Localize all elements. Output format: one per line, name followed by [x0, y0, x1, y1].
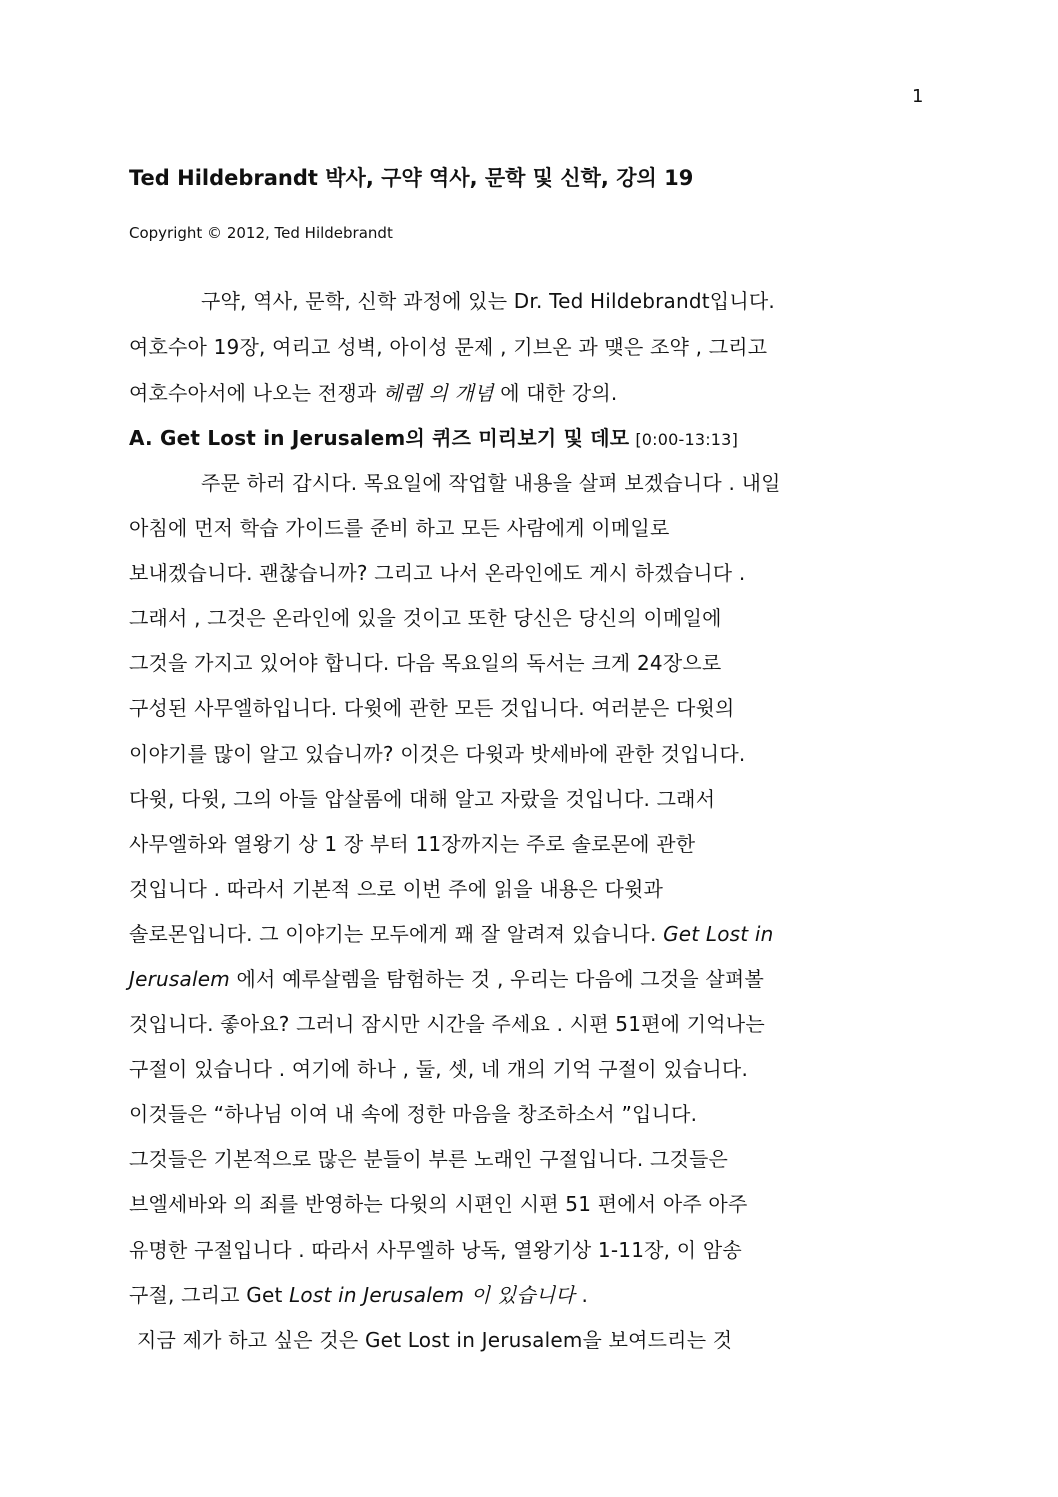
body-line-20: 지금 제가 하고 싶은 것은 Get Lost in Jerusalem을 보여드리는 것: [137, 1328, 733, 1352]
body-line-11: [129, 920, 774, 948]
body-line-11-text: 솔로몬입니다. 그 이야기는 모두에게 꽤 잘 알려져 있습니다.: [129, 922, 664, 946]
intro-line-3-emphasis: 헤렘 의 개념: [382, 381, 494, 405]
intro-line-3: [129, 379, 617, 407]
intro-line-2: 여호수아 19장, 여리고 성벽, 아이성 문제 , 기브온 과 맺은 조약 , 그리고: [129, 335, 768, 359]
body-line-15: 이것들은 “하나님 이여 내 속에 정한 마음을 창조하소서 ”입니다.: [129, 1102, 698, 1126]
body-line-19-emphasis: Lost in Jerusalem 이 있습니다: [289, 1283, 575, 1307]
intro-line-1: 구약, 역사, 문학, 신학 과정에 있는 Dr. Ted Hildebrandt입니다.: [201, 289, 775, 313]
body-line-4: 그래서 , 그것은 온라인에 있을 것이고 또한 당신은 당신의 이메일에: [129, 606, 722, 630]
body-line-19-tail: .: [574, 1283, 589, 1307]
body-line-6: 구성된 사무엘하입니다. 다윗에 관한 모든 것입니다. 여러분은 다윗의: [129, 696, 735, 720]
body-line-9: 사무엘하와 열왕기 상 1 장 부터 11장까지는 주로 솔로몬에 관한: [129, 832, 696, 856]
body-line-14: 구절이 있습니다 . 여기에 하나 , 둘, 셋, 네 개의 기억 구절이 있습니다.: [129, 1057, 748, 1081]
body-line-17: 브엘세바와 의 죄를 반영하는 다윗의 시편인 시편 51 편에서 아주 아주: [129, 1192, 748, 1216]
body-line-18: 유명한 구절입니다 . 따라서 사무엘하 낭독, 열왕기상 1-11장, 이 암송: [129, 1238, 742, 1262]
intro-line-3-text: 여호수아서에 나오는 전쟁과: [129, 381, 383, 405]
body-line-8: 다윗, 다윗, 그의 아들 압살롬에 대해 알고 자랐을 것입니다. 그래서: [129, 787, 716, 811]
body-line-12: [129, 965, 764, 993]
section-heading-text: A. Get Lost in Jerusalem의 퀴즈 미리보기 및 데모: [129, 426, 630, 450]
body-line-11-emphasis: Get Lost in: [663, 922, 774, 946]
body-line-19: [129, 1281, 588, 1309]
body-line-19-text: 구절, 그리고 Get: [129, 1283, 290, 1307]
body-line-3: 보내겠습니다. 괜찮습니까? 그리고 나서 온라인에도 게시 하겠습니다 .: [129, 561, 746, 585]
body-line-5: 그것을 가지고 있어야 합니다. 다음 목요일의 독서는 크게 24장으로: [129, 651, 722, 675]
body-line-1: 주문 하러 갑시다. 목요일에 작업할 내용을 살펴 보겠습니다 . 내일: [201, 471, 781, 495]
section-timestamp: [0:00-13:13]: [635, 430, 739, 449]
body-line-7: 이야기를 많이 알고 있습니까? 이것은 다윗과 밧세바에 관한 것입니다.: [129, 742, 746, 766]
body-line-12-emphasis: Jerusalem: [129, 967, 230, 991]
intro-line-3-tail: 에 대한 강의.: [493, 381, 618, 405]
body-line-2: 아침에 먼저 학습 가이드를 준비 하고 모든 사람에게 이메일로: [129, 516, 670, 540]
body-line-16: 그것들은 기본적으로 많은 분들이 부른 노래인 구절입니다. 그것들은: [129, 1147, 729, 1171]
body-line-12-text: 에서 예루살렘을 탐험하는 것 , 우리는 다음에 그것을 살펴볼: [229, 967, 764, 991]
copyright-notice: Copyright © 2012, Ted Hildebrandt: [129, 224, 393, 242]
body-line-10: 것입니다 . 따라서 기본적 으로 이번 주에 읽을 내용은 다윗과: [129, 877, 664, 901]
body-line-13: 것입니다. 좋아요? 그러니 잠시만 시간을 주세요 . 시편 51편에 기억나는: [129, 1012, 765, 1036]
page-number: 1: [912, 86, 924, 107]
section-heading: [129, 424, 738, 454]
page-title: Ted Hildebrandt 박사, 구약 역사, 문학 및 신학, 강의 19: [129, 166, 694, 190]
